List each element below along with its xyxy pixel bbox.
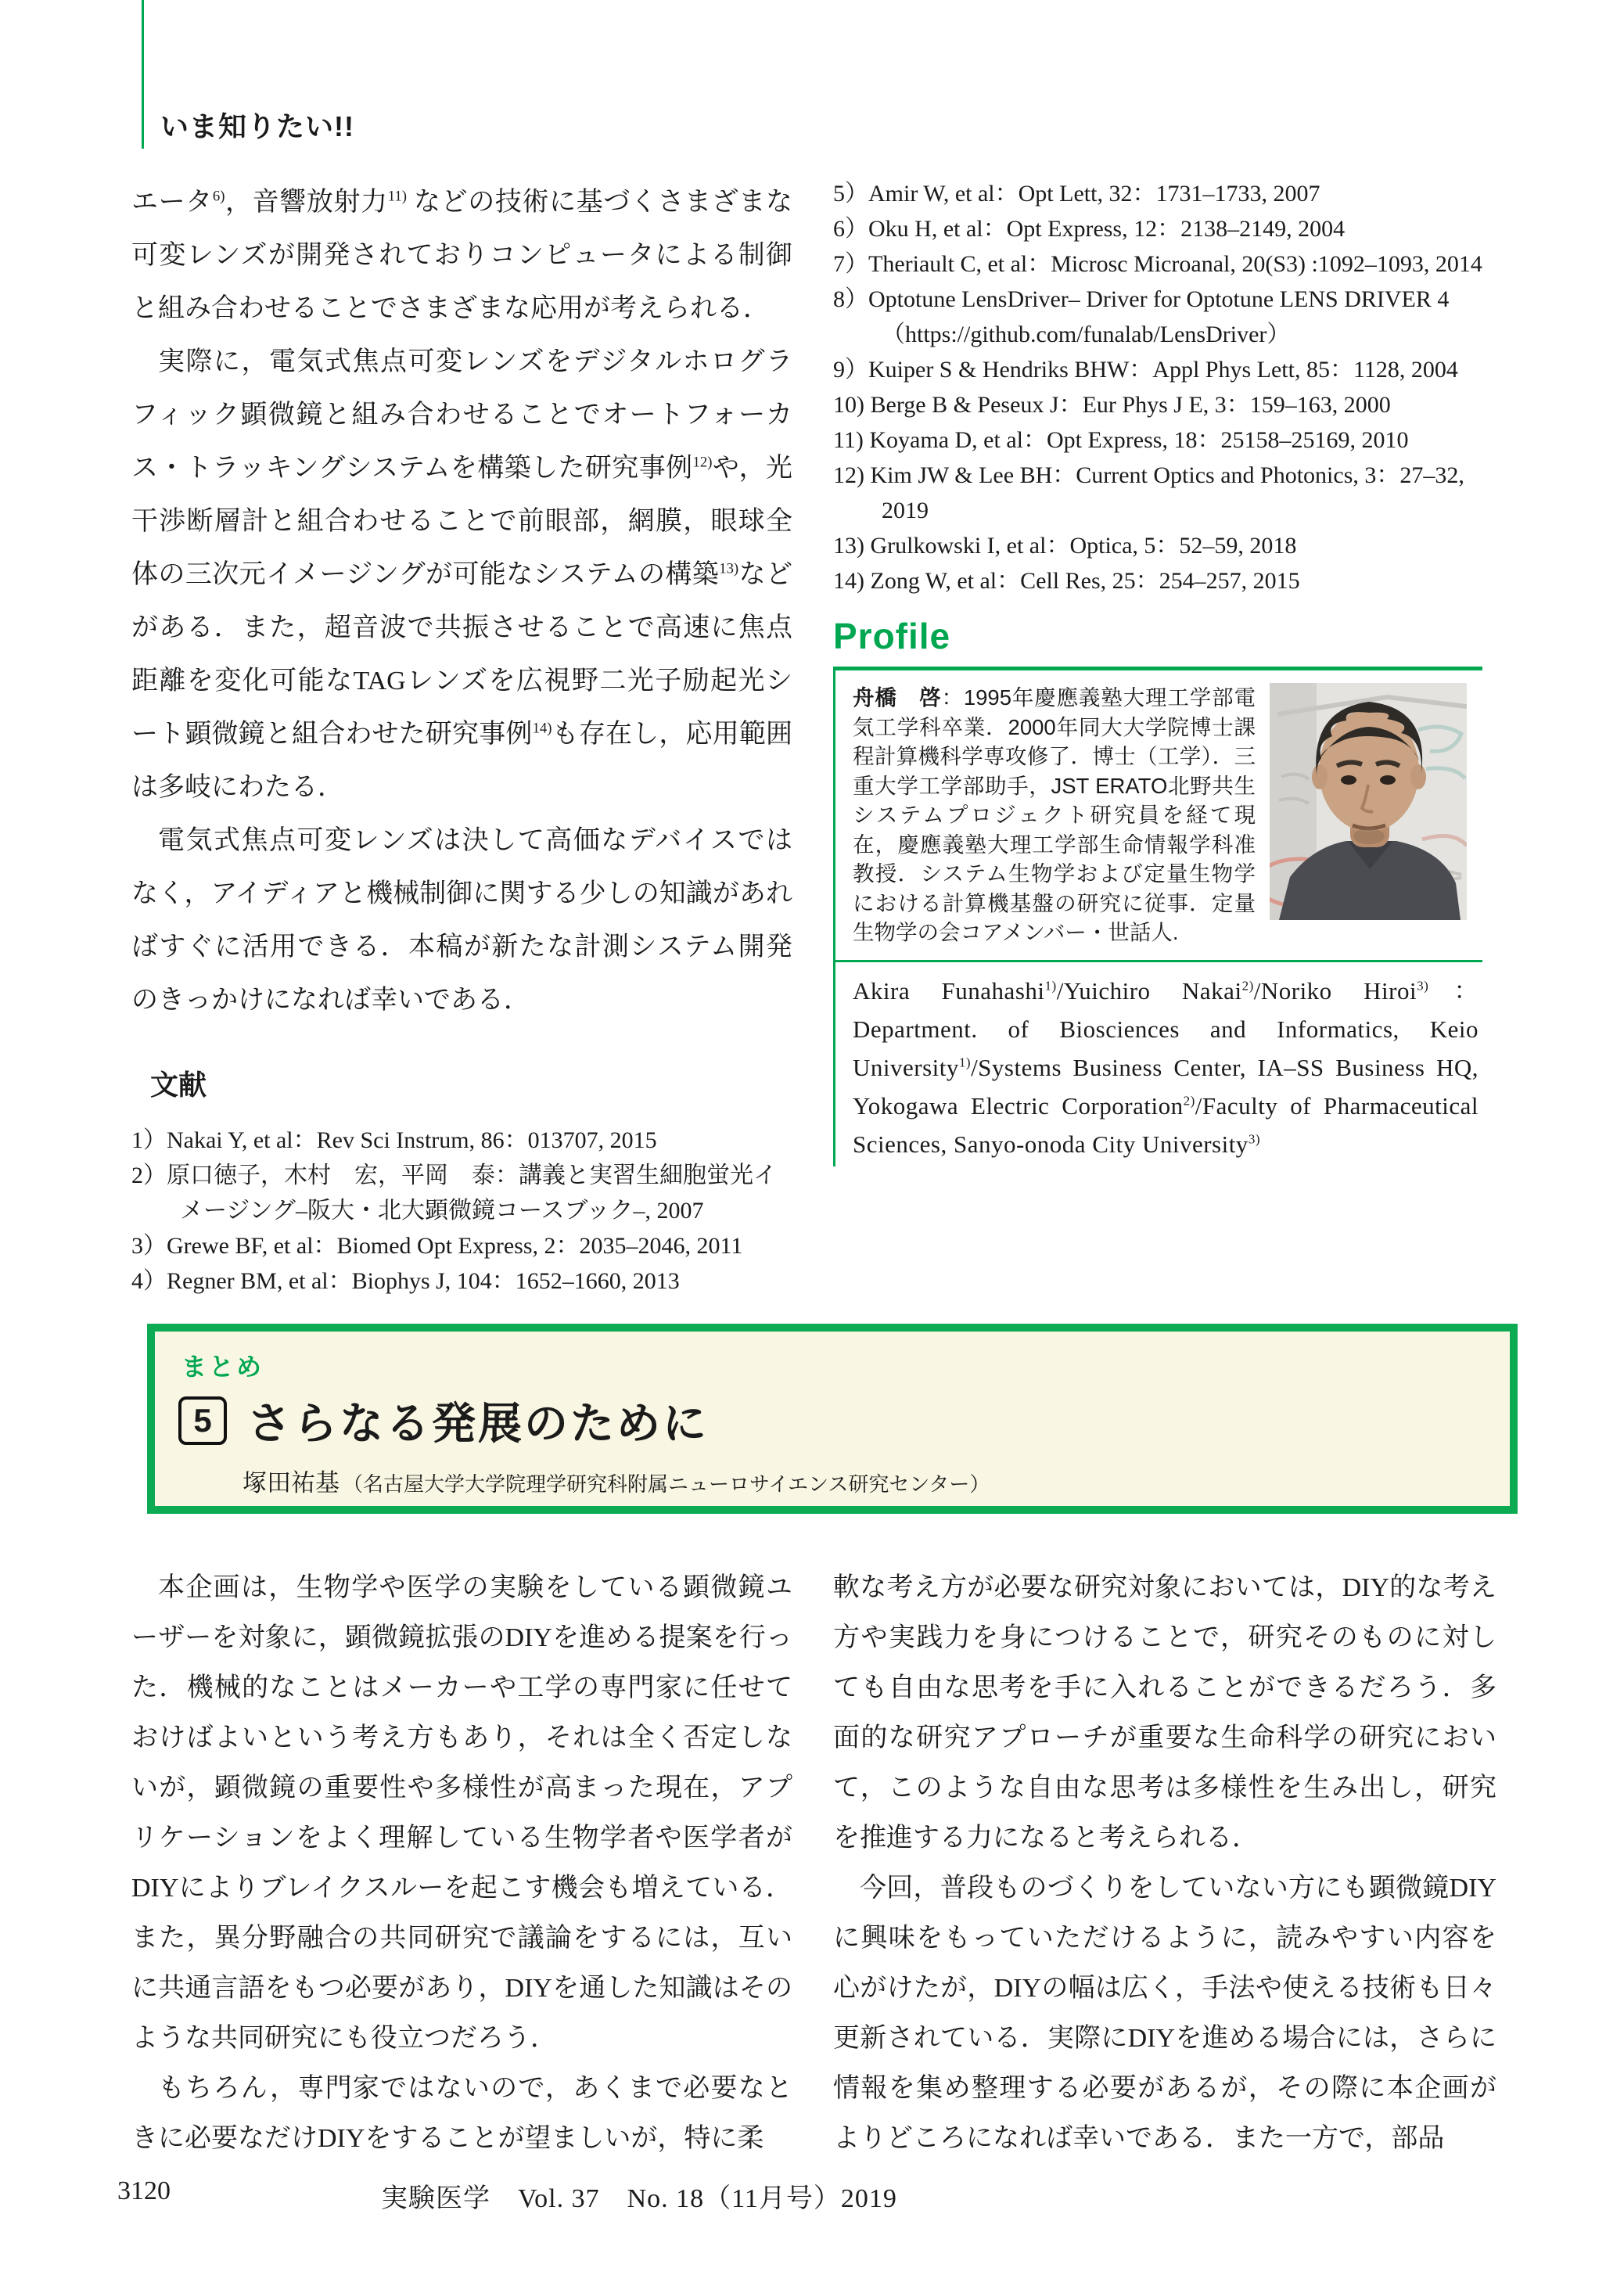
reference-item: 1）Nakai Y, et al：Rev Sci Instrum, 86：013707, 2015 bbox=[131, 1127, 657, 1153]
footer-journal-line: 実験医学 Vol. 37 No. 18（11月号）2019 bbox=[381, 2184, 897, 2213]
reference-item: 9）Kuiper S & Hendriks BHW：Appl Phys Lett, 85：1128, 2004 bbox=[833, 357, 1458, 383]
profile-frame bbox=[833, 670, 1482, 1166]
reference-item: 11) Koyama D, et al：Opt Express, 18：25158–25169, 2010 bbox=[833, 427, 1409, 453]
section-header-label: いま知りたい!! bbox=[160, 110, 354, 142]
reference-item: 2）原口徳子，木村 宏，平岡 泰：講義と実習生細胞蛍光イメージング–阪大・北大顕微鏡コースブック–, 2007 bbox=[131, 1163, 777, 1224]
reference-item: 6）Oku H, et al：Opt Express, 12：2138–2149, 2004 bbox=[833, 216, 1346, 242]
summary-author-affiliation: （名古屋大学大学院理学研究科附属ニューロサイエンス研究センター） bbox=[343, 1472, 990, 1496]
profile-affiliation: Akira Funahashi$^{1)}$/Yuichiro Nakai$^{2)}$/Noriko Hiroi$^{3)}$：Department. of Biosciences and Informatics, Keio University$^{1)}$/Systems Business Center, IA–SS Business HQ, Yokogawa Electric Corporation$^{2)}$/Faculty of Pharmaceutical Sciences, Sanyo-onoda City University$^{3)}$ bbox=[853, 976, 1479, 1158]
profile-bio-text bbox=[853, 683, 1256, 947]
profile-divider bbox=[835, 960, 1482, 962]
profile-name: 舟橋 啓 bbox=[853, 685, 942, 710]
reference-item: 13) Grulkowski I, et al：Optica, 5：52–59, 2018 bbox=[833, 533, 1297, 559]
header-accent-line bbox=[142, 0, 144, 149]
reference-item: 3）Grewe BF, et al：Biomed Opt Express, 2：2035–2046, 2011 bbox=[131, 1233, 743, 1259]
body-paragraph: 実際に，電気式焦点可変レンズをデジタルホログラフィック顕微鏡と組み合わせることでオートフォーカス・トラッキングシステムを構築した研究事例$^{12)}$や，光干渉断層計と組合わせることで前眼部，網膜，眼球全体の三次元イメージングが可能なシステムの構築$^{13)}$などがある．また，超音波で共振させることで高速に焦点距離を変化可能なTAGレンズを広視野二光子励起光シート顕微鏡と組合わせた研究事例$^{14)}$も存在し，応用範囲は多岐にわたる． bbox=[131, 347, 793, 802]
summary-author-row bbox=[243, 1463, 1510, 1498]
references-heading: 文献 bbox=[150, 1069, 207, 1101]
references-list-right bbox=[833, 176, 1496, 598]
reference-item: 14) Zong W, et al：Cell Res, 25：254–257, 2015 bbox=[833, 568, 1300, 594]
body-paragraph: 軟な考え方が必要な研究対象においては，DIY的な考え方や実践力を身につけることで，研究そのものに対しても自由な思考を手に入れることができるだろう．多面的な研究アプローチが重要な生命科学の研究において，このような自由な思考は多様性を生み出し，研究を推進する力になると考えられる． bbox=[833, 1573, 1496, 1853]
summary-box bbox=[147, 1324, 1518, 1514]
summary-number-badge: 5 bbox=[178, 1396, 227, 1445]
profile-heading-rule bbox=[833, 609, 1482, 670]
summary-body-column-right bbox=[833, 1563, 1496, 2164]
summary-title-row bbox=[178, 1389, 1510, 1452]
profile-section bbox=[833, 609, 1482, 1166]
body-paragraph: 電気式焦点可変レンズは決して高価なデバイスではなく，アイディアと機械制御に関する少しの知識があればすぐに活用できる．本稿が新たな計測システム開発のきっかけになれば幸いである． bbox=[131, 826, 792, 1015]
body-paragraph: 今回，普段ものづくりをしていない方にも顕微鏡DIYに興味をもっていただけるように，読みやすい内容を心がけたが，DIYの幅は広く，手法や使える技術も日々更新されている．実際にDIYを進める場合には，さらに情報を集め整理する必要があるが，その際に本企画がよりどころになれば幸いである．また一方で，部品 bbox=[833, 1874, 1496, 2153]
body-column-right bbox=[833, 176, 1496, 1166]
summary-kicker: まとめ bbox=[181, 1353, 264, 1381]
body-paragraph: もちろん，専門家ではないので，あくまで必要なときに必要なだけDIYをすることが望ましいが，特に柔 bbox=[131, 2074, 792, 2153]
summary-title: さらなる発展のために bbox=[247, 1399, 709, 1448]
portrait-illustration bbox=[1270, 683, 1467, 920]
profile-heading: Profile bbox=[833, 616, 951, 656]
reference-item: 12) Kim JW & Lee BH：Current Optics and Photonics, 3：27–32, 2019 bbox=[833, 462, 1464, 523]
profile-bio: ：1995年慶應義塾大理工学部電気工学科卒業．2000年同大大学院博士課程計算機科学専攻修了．博士（工学）．三重大学工学部助手，JST ERATO北野共生システムプロジェクト研究員を経て現在，慶應義塾大理工学部生命情報学科准教授．システム生物学および定量生物学における計算機基盤の研究に従事．定量生物学の会コアメンバー・世話人. bbox=[853, 685, 1256, 944]
reference-item: 10) Berge B & Peseux J：Eur Phys J E, 3：159–163, 2000 bbox=[833, 392, 1391, 418]
profile-photo bbox=[1270, 683, 1467, 920]
references-list-left bbox=[131, 1123, 792, 1299]
body-paragraphs-left bbox=[131, 176, 792, 1027]
reference-item: 8）Optotune LensDriver– Driver for Optotune LENS DRIVER 4（https://github.com/funalab/LensDriver） bbox=[833, 286, 1450, 347]
reference-item: 7）Theriault C, et al：Microsc Microanal, 20(S3) :1092–1093, 2014 bbox=[833, 251, 1482, 277]
summary-body-column-left bbox=[131, 1563, 792, 2164]
reference-item: 5）Amir W, et al：Opt Lett, 32：1731–1733, 2007 bbox=[833, 181, 1320, 207]
footer-page-number: 3120 bbox=[117, 2176, 171, 2205]
body-paragraph: 本企画は，生物学や医学の実験をしている顕微鏡ユーザーを対象に，顕微鏡拡張のDIYを進める提案を行った．機械的なことはメーカーや工学の専門家に任せておけばよいという考え方もあり，それは全く否定しないが，顕微鏡の重要性や多様性が高まった現在，アプリケーションをよく理解している生物学者や医学者がDIYによりブレイクスルーを起こす機会も増えている．また，異分野融合の共同研究で議論をするには，互いに共通言語をもつ必要があり，DIYを通した知識はそのような共同研究にも役立つだろう． bbox=[131, 1573, 792, 2053]
profile-bio-row bbox=[853, 683, 1482, 947]
reference-item: 4）Regner BM, et al：Biophys J, 104：1652–1660, 2013 bbox=[131, 1268, 680, 1294]
body-column-left bbox=[131, 176, 792, 1299]
summary-author: 塚田祐基 bbox=[243, 1469, 340, 1497]
body-paragraph: エータ$^{6)}$，音響放射力$^{11)}$ などの技術に基づくさまざまな可変レンズが開発されておりコンピュータによる制御と組み合わせることでさまざまな応用が考えられる． bbox=[131, 188, 793, 323]
